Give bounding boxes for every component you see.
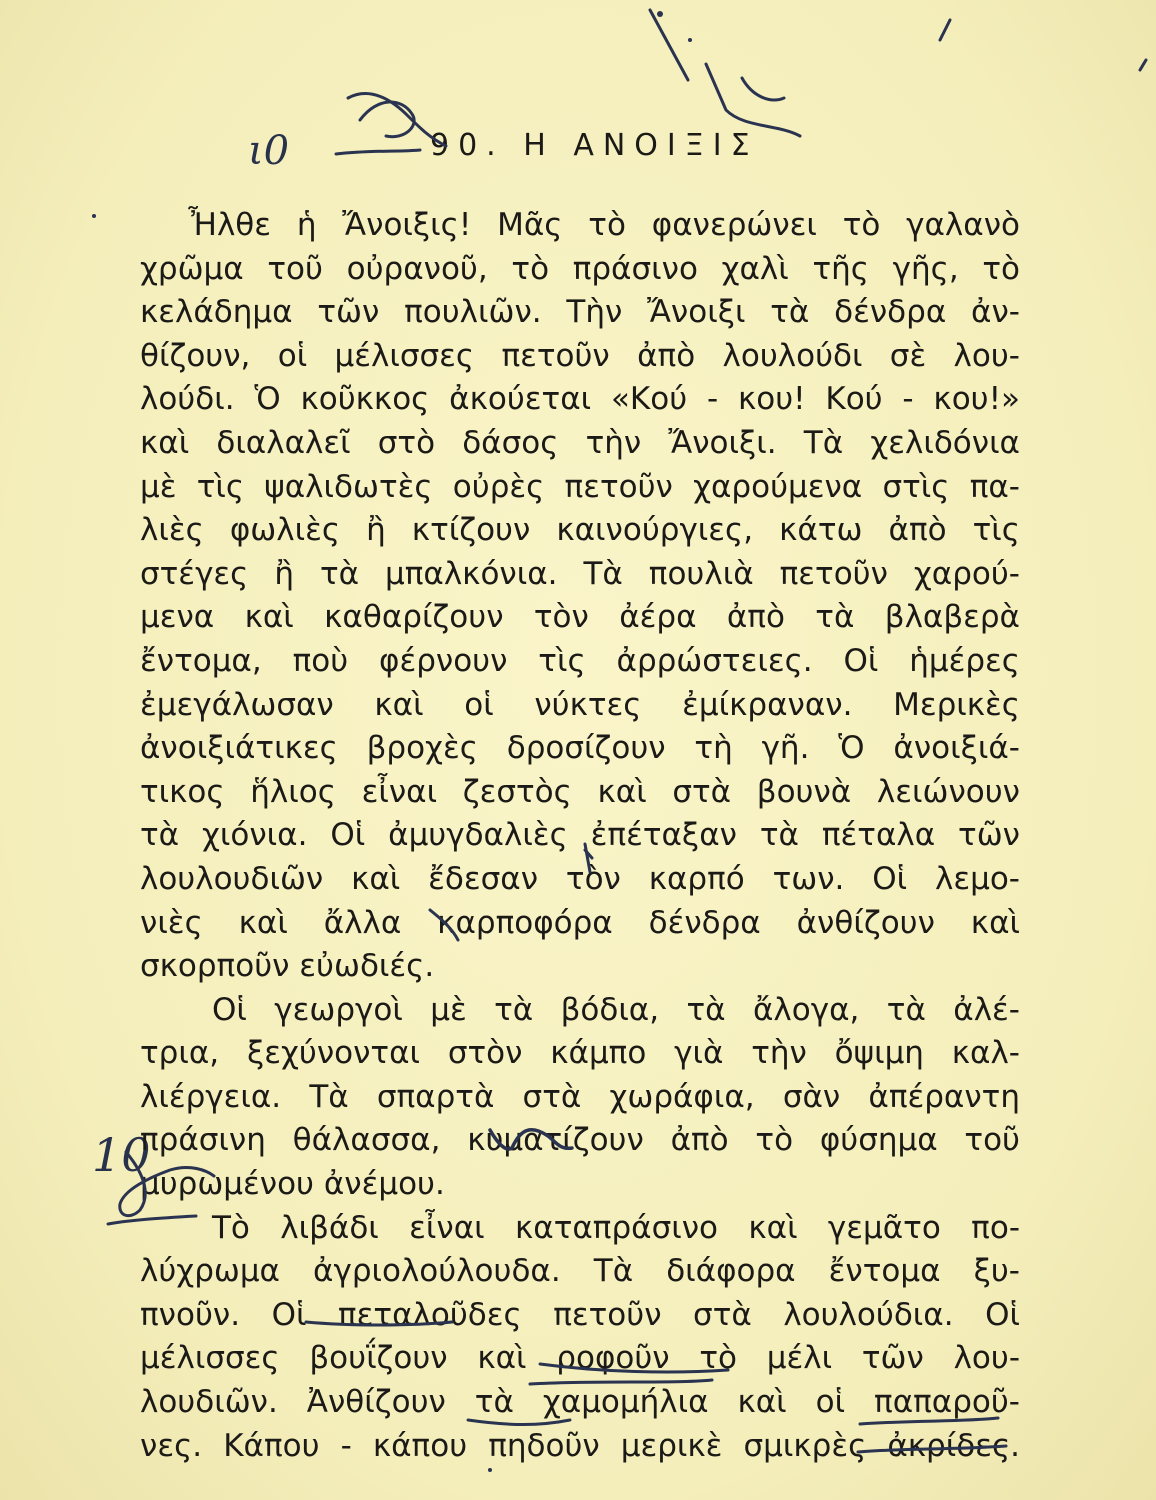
text-line: πνοῦν. Οἱ πεταλοῦδες πετοῦν στὰ λουλούδια. Οἱ: [140, 1296, 1020, 1333]
text-line: Ἦλθε ἡ Ἄνοιξις! Μᾶς τὸ φανερώνει τὸ γαλανὸ: [188, 207, 1020, 243]
text-line: λιὲς φωλιὲς ἢ κτίζουν καινούργιες, κάτω ἀπὸ τὶς: [140, 512, 1020, 549]
text-line: ἐμεγάλωσαν καὶ οἱ νύκτες ἐμίκραναν. Μερικὲς: [140, 686, 1020, 723]
text-line: λύχρωμα ἀγριολούλουδα. Τὰ διάφορα ἔντομα ξυ-: [140, 1253, 1020, 1290]
text-line: τικος ἥλιος εἶναι ζεστὸς καὶ στὰ βουνὰ λειώνουν: [140, 773, 1020, 810]
text-line: σκορποῦν εὐωδιές.: [140, 948, 435, 985]
text-line: μενα καὶ καθαρίζουν τὸν ἀέρα ἀπὸ τὰ βλαβερὰ: [140, 599, 1020, 636]
text-line: Οἱ γεωργοὶ μὲ τὰ βόδια, τὰ ἄλογα, τὰ ἀλέ-: [212, 991, 1020, 1028]
text-line: πράσινη θάλασσα, κυματίζουν ἀπὸ τὸ φύσημα τοῦ: [140, 1122, 1020, 1159]
text-line: τρια, ξεχύνονται στὸν κάμπο γιὰ τὴν ὄψιμη καλ-: [140, 1035, 1020, 1072]
margin-note-bottom: 10: [92, 1128, 151, 1182]
text-line: μέλισσες βουΐζουν καὶ ροφοῦν τὸ μέλι τῶν λου-: [140, 1340, 1020, 1377]
paragraph-2: [140, 989, 1020, 1207]
text-line: ἔντομα, ποὺ φέρνουν τὶς ἀρρώστειες. Οἱ ἡμέρες: [140, 642, 1020, 679]
text-line: μὲ τὶς ψαλιδωτὲς οὐρὲς πετοῦν χαρούμενα στὶς πα-: [140, 468, 1020, 505]
text-line: καὶ διαλαλεῖ στὸ δάσος τὴν Ἄνοιξι. Τὰ χελιδόνια: [140, 424, 1020, 461]
text-line: μυρωμένου ἀνέμου.: [140, 1166, 445, 1203]
text-line: Τὸ λιβάδι εἶναι καταπράσινο καὶ γεμᾶτο πο-: [212, 1209, 1020, 1246]
text-line: ἀνοιξιάτικες βροχὲς δροσίζουν τὴ γῆ. Ὁ ἀνοιξιά-: [140, 730, 1020, 767]
body-text: [140, 204, 1020, 1468]
paragraph-1: [140, 204, 1020, 989]
text-line: τὰ χιόνια. Οἱ ἀμυγδαλιὲς ἐπέταξαν τὰ πέταλα τῶν: [140, 817, 1020, 854]
text-line: λούδι. Ὁ κοῦκκος ἀκούεται «Κού - κου! Κού - κου!»: [140, 381, 1020, 418]
text-line: στέγες ἢ τὰ μπαλκόνια. Τὰ πουλιὰ πετοῦν χαρού-: [140, 555, 1020, 592]
paragraph-3: [140, 1207, 1020, 1469]
margin-note-top: ι0: [248, 128, 290, 174]
text-line: νες. Κάπου - κάπου πηδοῦν μερικὲ σμικρὲς ἀκρίδες.: [140, 1427, 1020, 1464]
text-line: λουδιῶν. Ἀνθίζουν τὰ χαμομήλια καὶ οἱ παπαροῦ-: [140, 1384, 1020, 1421]
page-title: 90. Η ΑΝΟΙΞΙΣ: [430, 128, 759, 163]
text-line: λουλουδιῶν καὶ ἔδεσαν τὸν καρπό των. Οἱ λεμο-: [140, 860, 1020, 897]
text-line: κελάδημα τῶν πουλιῶν. Τὴν Ἄνοιξι τὰ δένδρα ἀν-: [140, 294, 1020, 331]
text-line: χρῶμα τοῦ οὐρανοῦ, τὸ πράσινο χαλὶ τῆς γῆς, τὸ: [140, 250, 1020, 287]
text-line: λιέργεια. Τὰ σπαρτὰ στὰ χωράφια, σὰν ἀπέραντη: [140, 1078, 1020, 1115]
text-line: νιὲς καὶ ἄλλα καρποφόρα δένδρα ἀνθίζουν καὶ: [140, 904, 1020, 941]
text-line: θίζουν, οἱ μέλισσες πετοῦν ἀπὸ λουλούδι σὲ λου-: [140, 337, 1020, 374]
